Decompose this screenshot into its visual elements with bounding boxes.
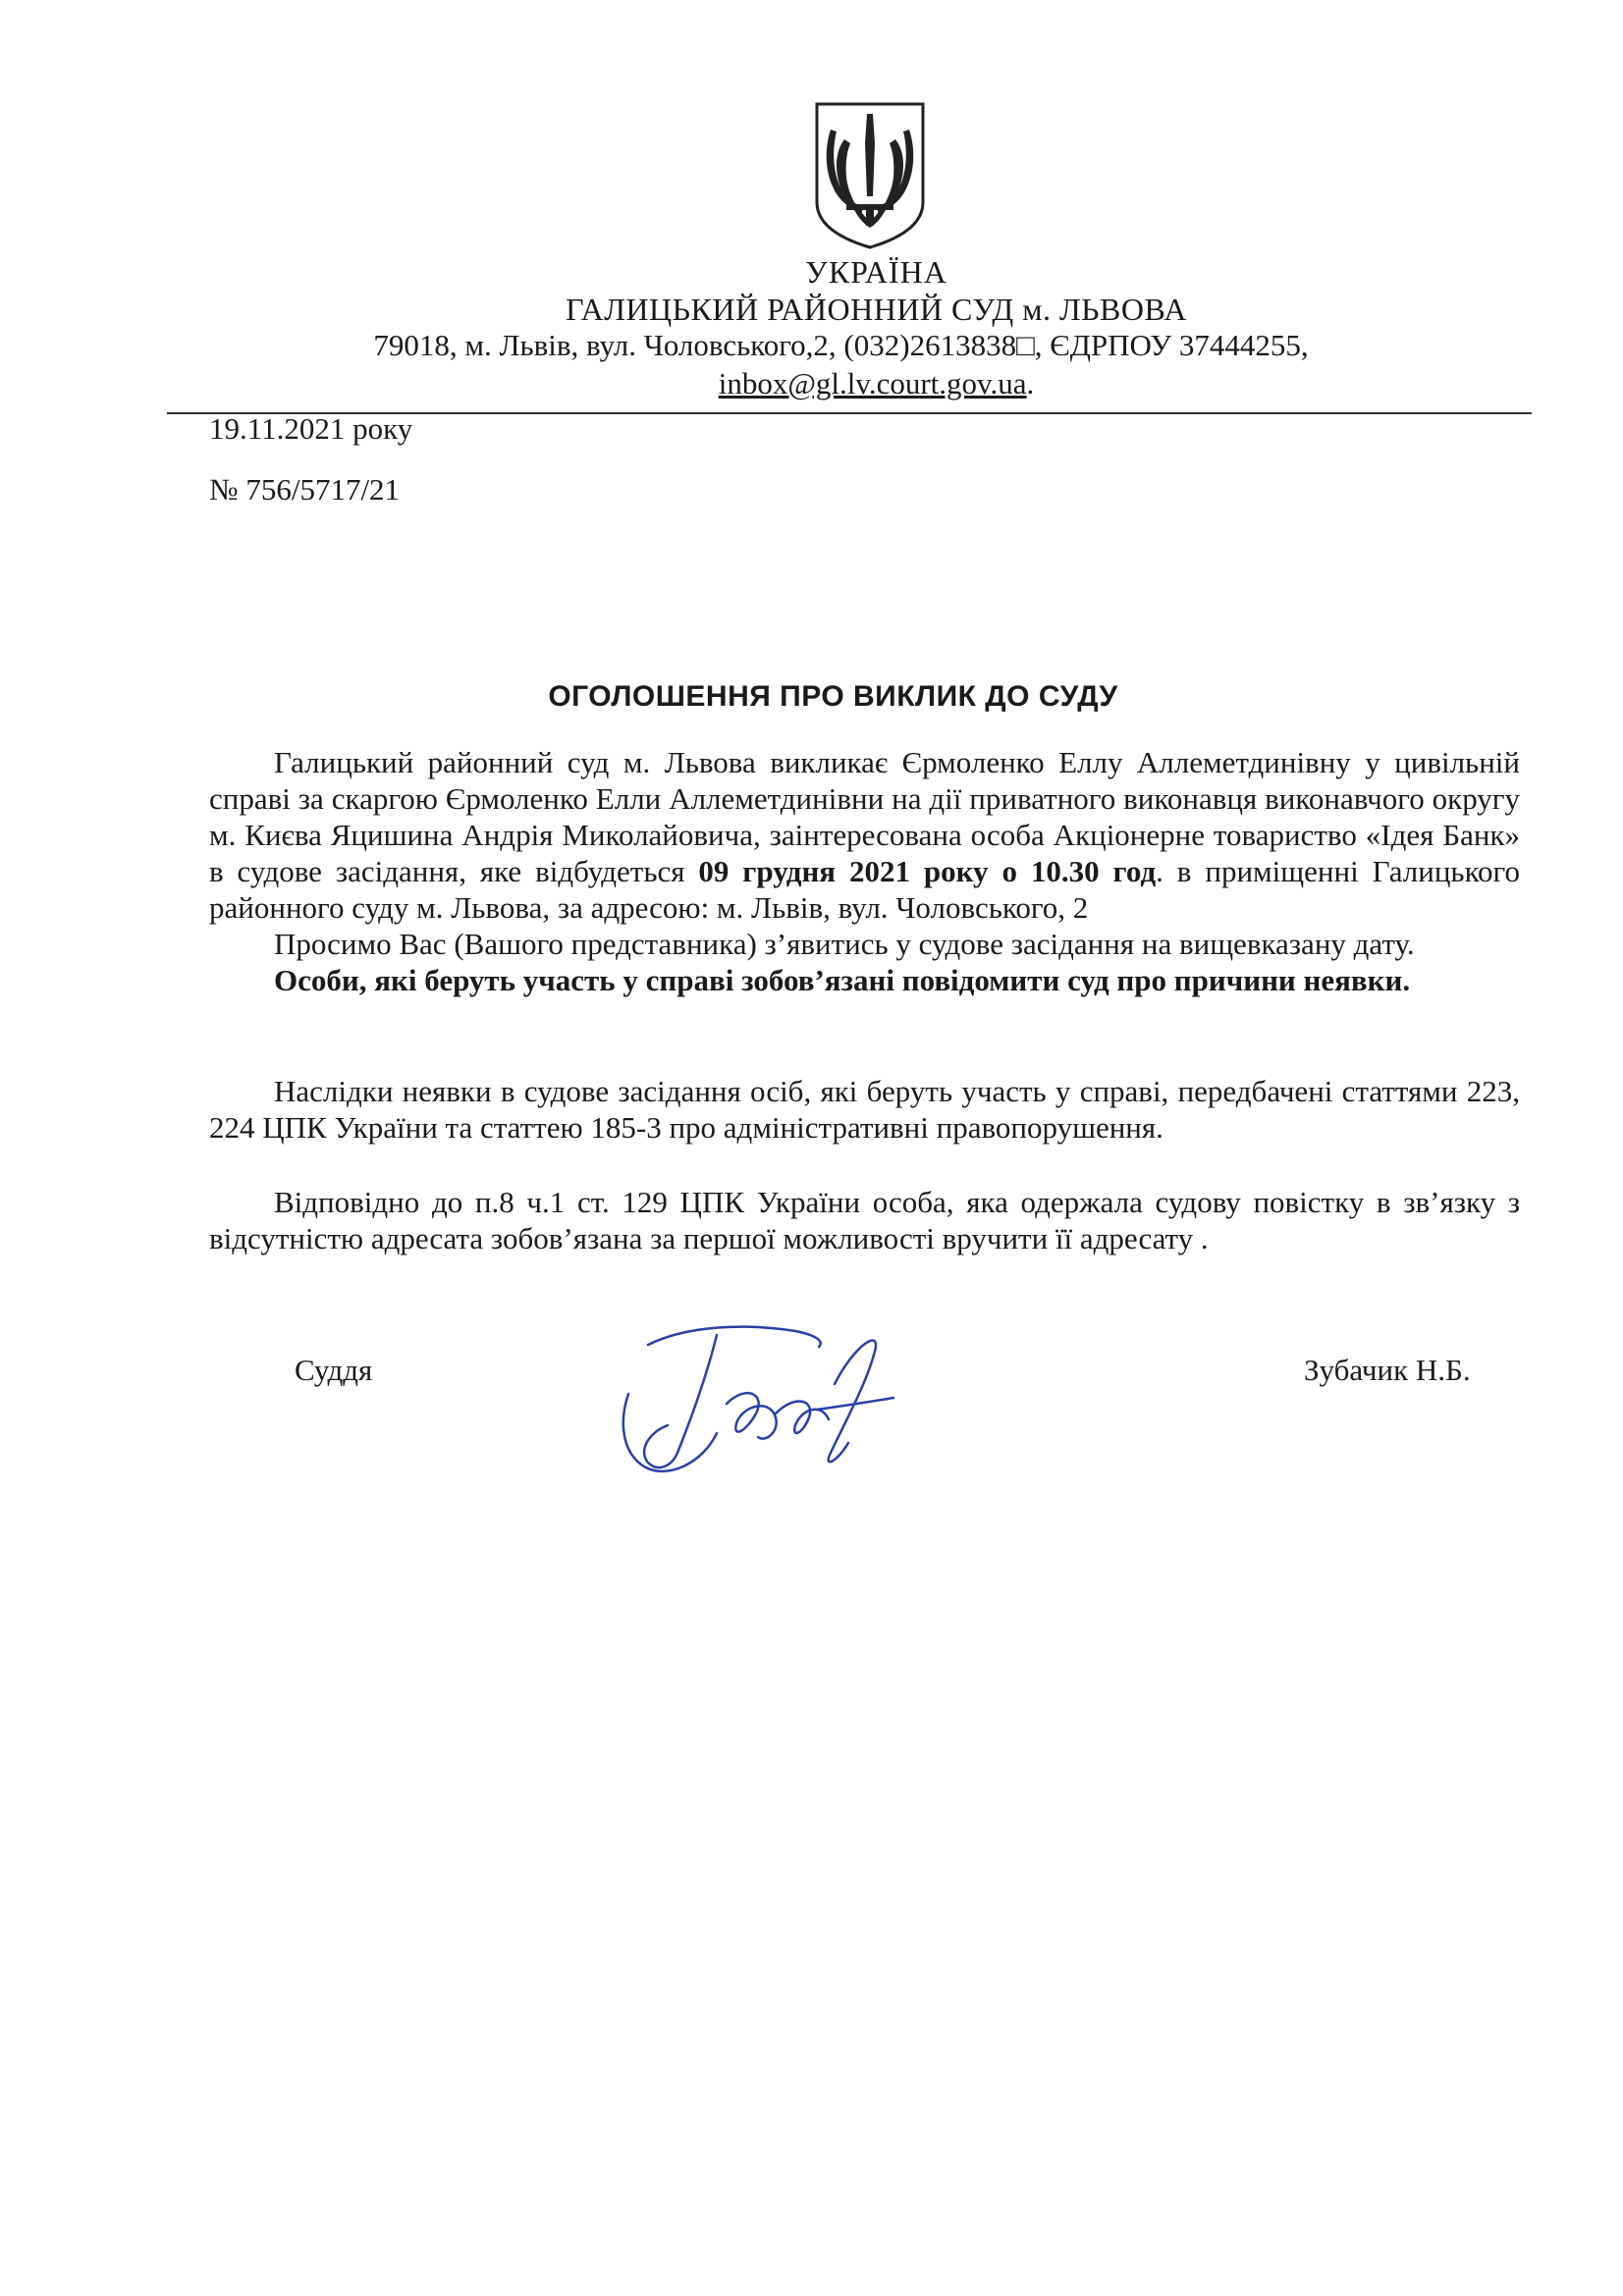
court-address: 79018, м. Львів, вул. Чоловського,2, (032)2613838□, ЄДРПОУ 37444255, <box>373 328 1309 362</box>
paragraph-obligation: Особи, які беруть участь у справі зобов’язані повідомити суд про причини неявки. <box>274 963 1411 997</box>
court-email-link[interactable]: inbox@gl.lv.court.gov.ua <box>718 366 1027 400</box>
judge-label: Суддя <box>295 1353 373 1387</box>
handwritten-signature-icon <box>609 1315 923 1512</box>
judge-name: Зубачик Н.Б. <box>1304 1353 1471 1387</box>
country-name: УКРАЇНА <box>805 254 947 290</box>
case-number: № 756/5717/21 <box>209 472 401 507</box>
paragraph-request: Просимо Вас (Вашого представника) з’явитись у судове засідання на вищевказану дату. <box>274 927 1415 961</box>
court-name: ГАЛИЦЬКИЙ РАЙОННИЙ СУД м. ЛЬВОВА <box>566 292 1187 327</box>
document-title: ОГОЛОШЕННЯ ПРО ВИКЛИК ДО СУДУ <box>548 680 1118 713</box>
court-email-line <box>0 365 1623 402</box>
paragraph-summons-main <box>209 744 1520 926</box>
court-email-suffix: . <box>1026 366 1035 400</box>
hearing-datetime: 09 грудня 2021 року о 10.30 год <box>698 854 1157 888</box>
paragraph-summons <box>209 744 1520 998</box>
summons-text-location: . в приміщенні Галицького районного суду м. Львова, за адресою: м. Львів, вул. Чоловського, 2 <box>209 854 1520 925</box>
paragraph-consequences: Наслідки неявки в судове засідання осіб, які беруть участь у справі, передбачені статтями 223, 224 ЦПК України та статтею 185-3 про адміністративні правопорушення. <box>209 1074 1520 1145</box>
document-date: 19.11.2021 року <box>209 411 413 446</box>
paragraph-delivery: Відповідно до п.8 ч.1 ст. 129 ЦПК України особа, яка одержала судову повістку в зв’язку з відсутністю адресата зобов’язана за першої можливості вручити її адресату . <box>209 1185 1520 1255</box>
trident-coat-of-arms-icon <box>811 100 929 251</box>
summons-text-start: Галицький районний суд м. Львова викликає Єрмоленко Еллу Аллеметдинівну у цивільній справі за скаргою Єрмоленко Елли Аллеметдинівни на дії приватного виконавця виконавчого округу м. Києва Яцишина Андрія Миколайовича, заінтересована особа Акціонерне товариство «Ідея Банк» в судове засідання, яке відбудеться <box>209 745 1520 888</box>
